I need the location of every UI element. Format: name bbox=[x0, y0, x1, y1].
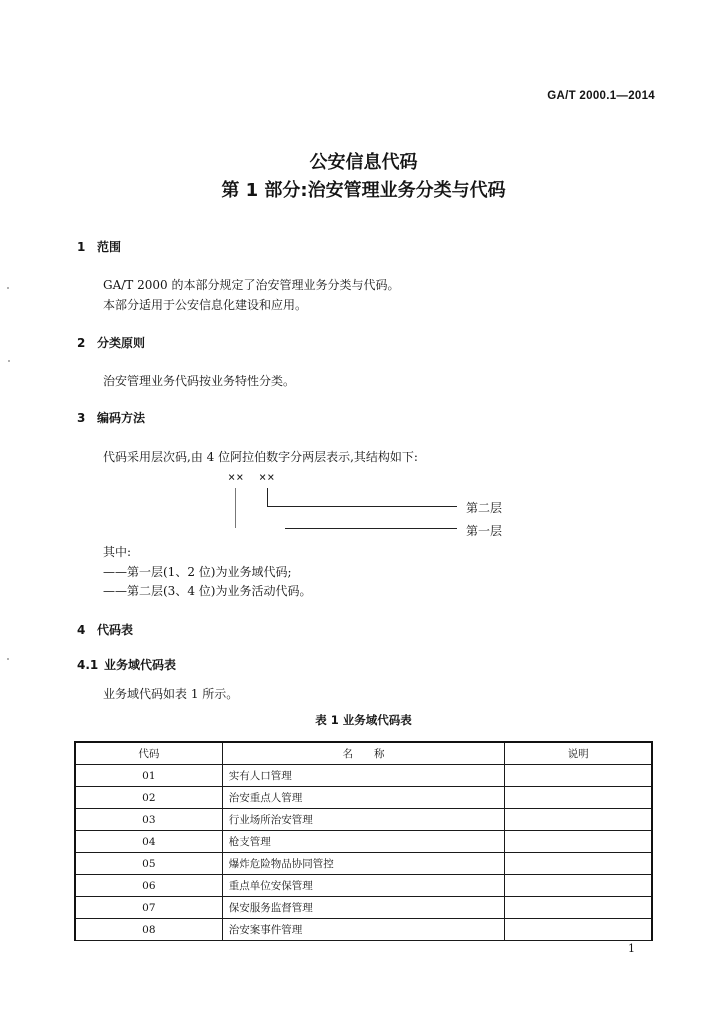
name-cell: 重点单位安保管理 bbox=[222, 875, 505, 897]
name-cell: 治安案事件管理 bbox=[222, 919, 505, 941]
section-title: 代码表 bbox=[97, 623, 134, 637]
name-cell: 治安重点人管理 bbox=[222, 787, 505, 809]
code-cell: 07 bbox=[75, 897, 222, 919]
column-header-code: 代码 bbox=[75, 742, 222, 765]
section-2-heading bbox=[77, 334, 145, 351]
table-header-row bbox=[75, 742, 652, 765]
code-digits-left: ×× bbox=[228, 470, 245, 484]
column-header-name: 名 称 bbox=[222, 742, 505, 765]
section-number: 3 bbox=[77, 411, 86, 425]
code-cell: 03 bbox=[75, 809, 222, 831]
section-title: 范围 bbox=[97, 240, 122, 254]
name-cell: 实有人口管理 bbox=[222, 765, 505, 787]
subsection-title: 业务域代码表 bbox=[104, 658, 177, 672]
code-digits-right: ×× bbox=[259, 470, 276, 484]
name-cell: 保安服务监督管理 bbox=[222, 897, 505, 919]
section-3-heading bbox=[77, 409, 145, 426]
layer2-leader-line bbox=[267, 506, 457, 507]
table-caption: 表 1 业务域代码表 bbox=[315, 713, 412, 727]
table-row bbox=[75, 765, 652, 787]
section-title: 编码方法 bbox=[97, 411, 146, 425]
list-item: ——第二层(3、4 位)为业务活动代码。 bbox=[103, 584, 312, 598]
where-label: 其中: bbox=[103, 545, 132, 559]
note-cell bbox=[505, 919, 652, 941]
table-row bbox=[75, 897, 652, 919]
section-number: 4 bbox=[77, 623, 86, 637]
scan-speck bbox=[7, 287, 9, 289]
layer1-label: 第一层 bbox=[466, 524, 503, 538]
subsection-number: 4.1 bbox=[77, 658, 99, 672]
section-2-paragraph: 治安管理业务代码按业务特性分类。 bbox=[103, 374, 296, 388]
subsection-4-1-text: 业务域代码如表 1 所示。 bbox=[103, 687, 239, 701]
section-3-intro: 代码采用层次码,由 4 位阿拉伯数字分两层表示,其结构如下: bbox=[103, 450, 418, 464]
code-cell: 05 bbox=[75, 853, 222, 875]
subsection-4-1-heading bbox=[77, 656, 176, 673]
note-cell bbox=[505, 853, 652, 875]
name-cell: 枪支管理 bbox=[222, 831, 505, 853]
name-cell: 行业场所治安管理 bbox=[222, 809, 505, 831]
column-header-note: 说明 bbox=[505, 742, 652, 765]
note-cell bbox=[505, 809, 652, 831]
section-1-paragraph: 本部分适用于公安信息化建设和应用。 bbox=[103, 298, 308, 312]
table-row bbox=[75, 831, 652, 853]
section-1-heading bbox=[77, 238, 121, 255]
standard-code: GA/T 2000.1—2014 bbox=[547, 90, 655, 102]
code-cell: 04 bbox=[75, 831, 222, 853]
domain-code-table bbox=[74, 741, 653, 941]
table-row bbox=[75, 875, 652, 897]
table-row bbox=[75, 787, 652, 809]
section-number: 1 bbox=[77, 240, 86, 254]
code-cell: 01 bbox=[75, 765, 222, 787]
section-number: 2 bbox=[77, 336, 86, 350]
code-cell: 06 bbox=[75, 875, 222, 897]
note-cell bbox=[505, 765, 652, 787]
code-cell: 02 bbox=[75, 787, 222, 809]
document-title-line2: 第 1 部分:治安管理业务分类与代码 bbox=[221, 180, 506, 201]
layer1-connector bbox=[235, 488, 236, 528]
scan-speck bbox=[7, 658, 9, 660]
table-row bbox=[75, 809, 652, 831]
section-1-paragraph: GA/T 2000 的本部分规定了治安管理业务分类与代码。 bbox=[103, 278, 400, 292]
page-number: 1 bbox=[628, 942, 635, 955]
list-item: ——第一层(1、2 位)为业务域代码; bbox=[103, 565, 292, 579]
code-cell: 08 bbox=[75, 919, 222, 941]
section-title: 分类原则 bbox=[97, 336, 146, 350]
note-cell bbox=[505, 875, 652, 897]
layer2-label: 第二层 bbox=[466, 501, 503, 515]
note-cell bbox=[505, 897, 652, 919]
scan-speck bbox=[8, 360, 10, 362]
layer1-leader-line bbox=[285, 528, 457, 529]
table-row bbox=[75, 853, 652, 875]
table-row bbox=[75, 919, 652, 941]
section-4-heading bbox=[77, 621, 133, 638]
note-cell bbox=[505, 787, 652, 809]
name-cell: 爆炸危险物品协同管控 bbox=[222, 853, 505, 875]
note-cell bbox=[505, 831, 652, 853]
document-title-line1: 公安信息代码 bbox=[309, 152, 418, 173]
layer2-connector bbox=[267, 488, 268, 506]
